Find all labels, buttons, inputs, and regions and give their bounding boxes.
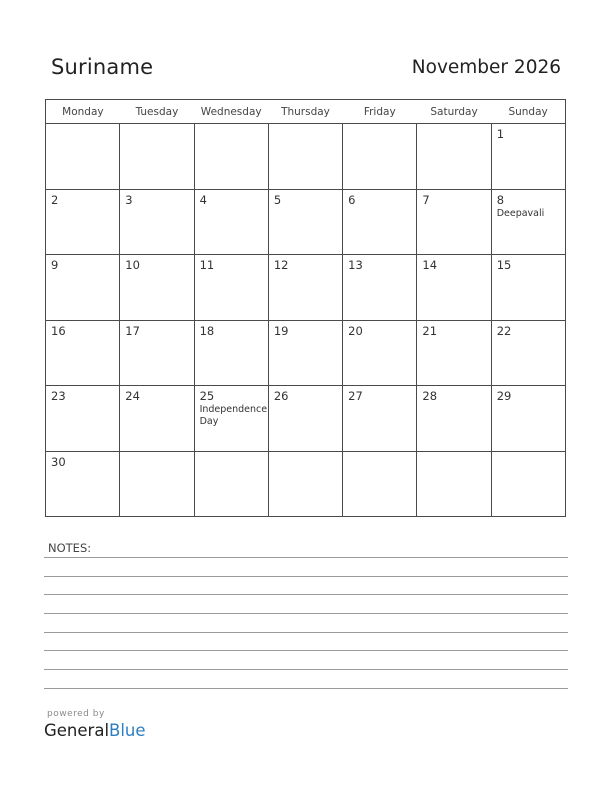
day-cell-1: [491, 124, 565, 190]
weekday-header-row: [46, 100, 566, 124]
holiday-label: Deepavali: [496, 207, 545, 219]
powered-by-text: powered by: [47, 709, 105, 719]
day-number: 28: [422, 389, 438, 403]
day-cell-29: [491, 386, 565, 452]
weekday-header: Friday: [343, 100, 417, 124]
note-line: [44, 613, 568, 614]
day-cell-22: [491, 320, 565, 386]
note-line: [44, 576, 568, 577]
day-cell-11: [194, 255, 268, 321]
day-cell-5: [268, 189, 342, 255]
day-number: 11: [199, 258, 215, 272]
day-cell-4: [194, 189, 268, 255]
empty-day-cell: [268, 451, 342, 517]
day-number: 21: [422, 323, 438, 338]
weekday-header: Thursday: [268, 100, 342, 124]
empty-day-cell: [417, 124, 491, 190]
day-number: 26: [273, 389, 289, 403]
empty-day-cell: [194, 451, 268, 517]
note-line: [44, 557, 568, 558]
week-row: [46, 451, 566, 517]
day-number: 4: [199, 192, 207, 207]
day-number: 20: [348, 323, 363, 338]
empty-day-cell: [120, 124, 194, 190]
day-cell-10: [120, 255, 194, 321]
notes-label: NOTES:: [48, 541, 92, 555]
day-number: 29: [496, 389, 512, 403]
day-number: 14: [422, 258, 438, 272]
day-number: 8: [496, 192, 505, 207]
week-row: [46, 255, 566, 321]
empty-day-cell: [120, 451, 194, 517]
day-number: 13: [348, 258, 363, 272]
empty-day-cell: [46, 124, 120, 190]
note-line: [44, 669, 568, 670]
weekday-header: Saturday: [417, 100, 491, 124]
day-number: 25: [199, 389, 215, 403]
day-cell-28: [417, 386, 491, 452]
empty-day-cell: [194, 124, 268, 190]
day-cell-30: [46, 451, 120, 517]
brand-blue: Blue: [109, 721, 146, 740]
day-cell-14: [417, 255, 491, 321]
day-cell-27: [343, 386, 417, 452]
day-cell-20: [343, 320, 417, 386]
empty-day-cell: [417, 451, 491, 517]
day-number: 18: [199, 323, 215, 338]
day-number: 12: [273, 258, 289, 272]
day-cell-7: [417, 189, 491, 255]
weekday-header: Monday: [46, 100, 120, 124]
brand-logo[interactable]: [44, 721, 146, 740]
day-number: 22: [496, 323, 512, 338]
day-cell-23: [46, 386, 120, 452]
week-row: [46, 189, 566, 255]
day-cell-24: [120, 386, 194, 452]
note-line: [44, 632, 568, 633]
day-number: 19: [273, 323, 289, 338]
day-number: 15: [496, 258, 512, 272]
note-line: [44, 688, 568, 689]
note-line: [44, 650, 568, 651]
day-number: 7: [422, 192, 430, 207]
day-cell-9: [46, 255, 120, 321]
week-row: [46, 386, 566, 452]
day-cell-13: [343, 255, 417, 321]
day-cell-8: [491, 189, 565, 255]
day-cell-17: [120, 320, 194, 386]
week-row: [46, 124, 566, 190]
calendar-grid: [45, 99, 566, 517]
day-number: 23: [51, 389, 66, 403]
day-number: 16: [51, 323, 66, 338]
day-number: 10: [125, 258, 140, 272]
day-cell-18: [194, 320, 268, 386]
brand-general: General: [44, 721, 110, 740]
day-cell-15: [491, 255, 565, 321]
day-number: 6: [348, 192, 356, 207]
day-number: 17: [125, 323, 140, 338]
day-number: 3: [125, 192, 133, 207]
day-cell-2: [46, 189, 120, 255]
day-cell-21: [417, 320, 491, 386]
day-cell-26: [268, 386, 342, 452]
empty-day-cell: [343, 124, 417, 190]
day-cell-3: [120, 189, 194, 255]
day-cell-19: [268, 320, 342, 386]
holiday-label: Independence Day: [199, 404, 268, 427]
day-number: 9: [51, 258, 59, 272]
note-line: [44, 594, 568, 595]
empty-day-cell: [343, 451, 417, 517]
calendar-body: [46, 124, 566, 517]
day-cell-6: [343, 189, 417, 255]
month-year-title: November 2026: [411, 57, 561, 78]
day-number: 24: [125, 389, 140, 403]
day-number: 5: [273, 192, 282, 207]
day-number: 1: [496, 127, 505, 141]
empty-day-cell: [268, 124, 342, 190]
day-cell-16: [46, 320, 120, 386]
day-number: 30: [51, 454, 66, 469]
day-cell-12: [268, 255, 342, 321]
day-number: 2: [51, 192, 59, 207]
empty-day-cell: [491, 451, 565, 517]
country-title: Suriname: [51, 55, 154, 79]
day-cell-25: [194, 386, 268, 452]
week-row: [46, 320, 566, 386]
weekday-header: Wednesday: [194, 100, 268, 124]
weekday-header: Tuesday: [120, 100, 194, 124]
day-number: 27: [348, 389, 363, 403]
weekday-header: Sunday: [491, 100, 565, 124]
